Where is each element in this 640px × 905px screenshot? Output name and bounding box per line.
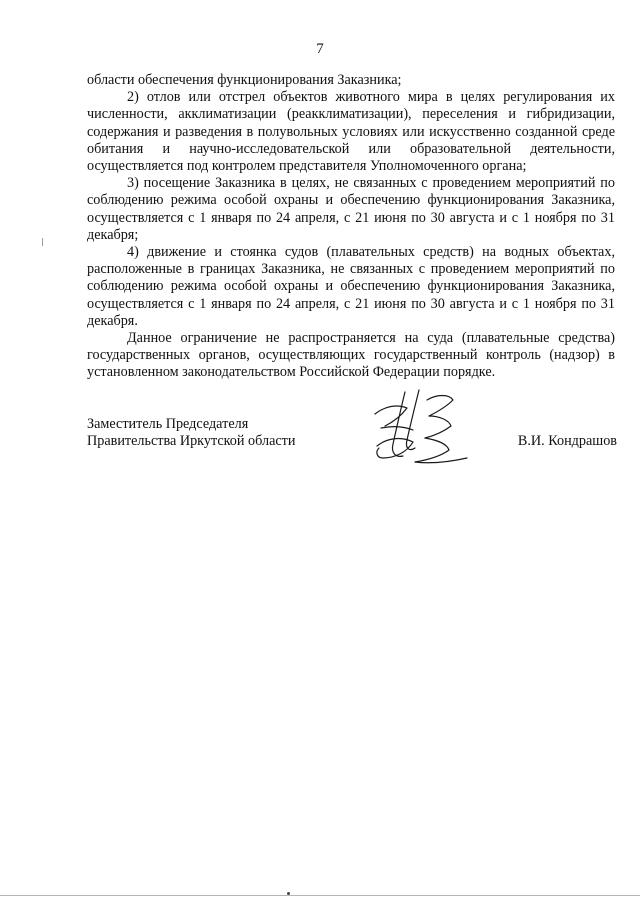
signer-title-line-2: Правительства Иркутской области — [87, 433, 296, 450]
document-body — [87, 72, 615, 382]
scan-margin-mark — [42, 238, 43, 246]
paragraph-item-2: 2) отлов или отстрел объектов животного мира в целях регулирования их численности, акклиматизации (реакклиматизации), переселения и гибридизации, содержания и разведения в полувольных условиях или искусственно созданной среде обитания и научно-исследовательской или образовательной деятельности, осуществляется под контролем представителя Уполномоченного органа; — [87, 89, 615, 175]
paragraph-continuation: области обеспечения функционирования Заказника; — [87, 72, 402, 88]
signer-title — [87, 416, 295, 450]
page-number: 7 — [316, 41, 324, 57]
scan-bottom-edge — [0, 895, 640, 896]
handwritten-signature — [367, 386, 477, 476]
scan-artifact-dot — [287, 892, 290, 895]
paragraph-exception: Данное ограничение не распространяется на суда (плавательные средства) государственных органов, осуществляющих государственный контроль (надзор) в установленном законодательством Российской Федерации порядке. — [87, 330, 615, 381]
signature-block — [87, 416, 617, 496]
signer-name: В.И. Кондрашов — [517, 433, 617, 449]
signer-title-line-1: Заместитель Председателя — [87, 416, 249, 432]
paragraph-item-3: 3) посещение Заказника в целях, не связанных с проведением мероприятий по соблюдению режима особой охраны и обеспечению функционирования Заказника, осуществляется с 1 января по 24 апреля, с 21 июня по 30 августа и с 1 ноября по 31 декабря; — [87, 175, 615, 243]
paragraph-item-4: 4) движение и стоянка судов (плавательных средств) на водных объектах, расположенные в границах Заказника, не связанных с проведением мероприятий по соблюдению режима особой охраны и обеспечению функционирования Заказника, осуществляется с 1 января по 24 апреля, с 21 июня по 30 августа и с 1 ноября по 31 декабря. — [87, 244, 615, 329]
